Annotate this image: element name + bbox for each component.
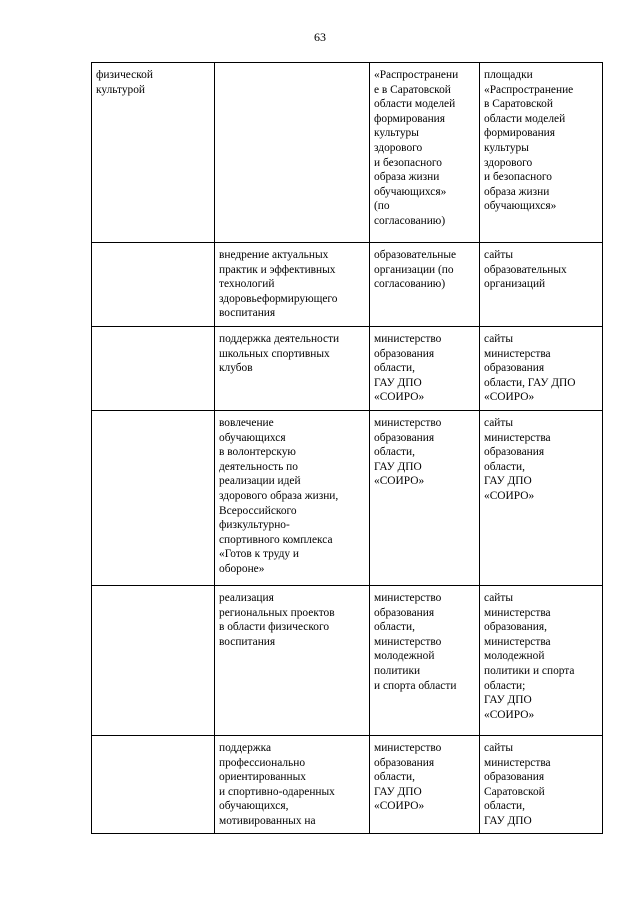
- table-cell-result: [480, 327, 603, 411]
- table-cell-area: [92, 327, 215, 411]
- table-cell-area: [92, 63, 215, 243]
- cell-text: площадки «Распространение в Саратовской области моделей формирования культуры здорового и безопасного образа жизни обучающихся»: [484, 69, 574, 213]
- table-cell-activity: [215, 736, 370, 834]
- table-cell-result: [480, 243, 603, 327]
- table-cell-activity: [215, 586, 370, 736]
- table-cell-area: [92, 243, 215, 327]
- table-cell-activity: [215, 411, 370, 586]
- cell-text: сайты министерства образования, министерства молодежной политики и спорта области; ГАУ ДПО «СОИРО»: [484, 592, 575, 721]
- table-cell-activity: [215, 63, 370, 243]
- table-cell-activity: [215, 327, 370, 411]
- cell-text: сайты министерства образования области, ГАУ ДПО «СОИРО»: [484, 417, 551, 502]
- cell-text: министерство образования области, ГАУ ДПО «СОИРО»: [374, 742, 442, 813]
- table-cell-executor: [370, 586, 480, 736]
- page-number: 63: [314, 30, 326, 44]
- table-row: [92, 411, 603, 586]
- cell-text: образовательные организации (по согласованию): [374, 249, 457, 291]
- table-cell-result: [480, 586, 603, 736]
- cell-text: сайты министерства образования Саратовской области, ГАУ ДПО: [484, 742, 551, 827]
- cell-text: поддержка деятельности школьных спортивных клубов: [219, 333, 340, 375]
- table-cell-executor: [370, 63, 480, 243]
- table-cell-result: [480, 411, 603, 586]
- table-cell-result: [480, 736, 603, 834]
- table-cell-executor: [370, 736, 480, 834]
- cell-text: вовлечение обучающихся в волонтерскую деятельность по реализации идей здорового образа жизни, Всероссийского физкультурно- спортивного комплекса «Готов к труду и обороне»: [219, 417, 339, 575]
- table-cell-area: [92, 586, 215, 736]
- table-cell-result: [480, 63, 603, 243]
- cell-text: сайты министерства образования области, ГАУ ДПО «СОИРО»: [484, 333, 576, 404]
- cell-text: министерство образования области, министерство молодежной политики и спорта области: [374, 592, 457, 692]
- table-cell-area: [92, 736, 215, 834]
- table-cell-area: [92, 411, 215, 586]
- cell-text: физической культурой: [96, 69, 153, 96]
- table-cell-executor: [370, 327, 480, 411]
- cell-text: поддержка профессионально ориентированных и спортивно-одаренных обучающихся, мотивированных на: [219, 742, 335, 827]
- cell-text: «Распространени е в Саратовской области моделей формирования культуры здорового и безопасного образа жизни обучающихся» (по согласованию): [374, 69, 459, 227]
- table-row: [92, 586, 603, 736]
- table-row: [92, 327, 603, 411]
- document-table: [91, 62, 603, 834]
- cell-text: министерство образования области, ГАУ ДПО «СОИРО»: [374, 417, 442, 488]
- table-cell-executor: [370, 243, 480, 327]
- table-cell-executor: [370, 411, 480, 586]
- cell-text: министерство образования области, ГАУ ДПО «СОИРО»: [374, 333, 442, 404]
- table-row: [92, 63, 603, 243]
- table-row: [92, 243, 603, 327]
- cell-text: внедрение актуальных практик и эффективных технологий здоровьеформирующего воспитания: [219, 249, 338, 320]
- table-cell-activity: [215, 243, 370, 327]
- cell-text: реализация региональных проектов в области физического воспитания: [219, 592, 335, 648]
- table-row: [92, 736, 603, 834]
- cell-text: сайты образовательных организаций: [484, 249, 567, 291]
